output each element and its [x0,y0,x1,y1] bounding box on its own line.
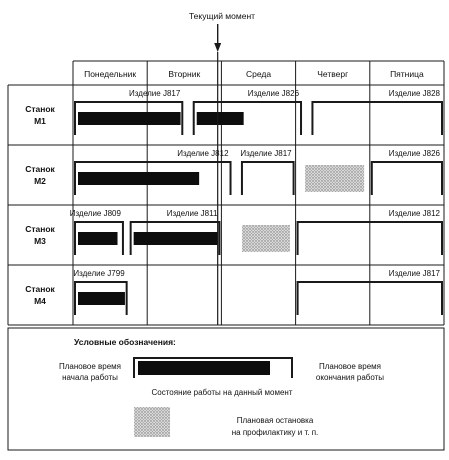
job-label: Изделие J799 [73,269,125,278]
job-label: Изделие J809 [69,209,121,218]
maintenance-block [305,165,364,192]
job-label: Изделие J817 [388,269,440,278]
current-moment-label: Текущий момент [188,11,256,21]
job-label: Изделие J826 [388,149,440,158]
legend-start-label-1: Плановое время [59,362,121,371]
day-header: Среда [245,69,272,79]
job-label: Изделие J812 [388,209,440,218]
job-progress-bar [78,292,125,305]
job-bracket [372,162,442,195]
current-time-marker [214,24,221,325]
machine-label: Станок [25,104,55,114]
machine-id: М3 [34,236,46,246]
machine-label: Станок [25,284,55,294]
legend-start-label-2: начала работы [62,373,118,382]
job-bracket [312,102,442,135]
day-headers [84,69,424,79]
job-progress-bar [134,232,218,245]
job-label: Изделие J826 [247,89,300,98]
legend-progress-bar [138,361,270,375]
day-header: Понедельник [84,69,137,79]
legend-title: Условные обозначения: [74,337,176,347]
machine-label: Станок [25,164,55,174]
day-header: Вторник [168,69,201,79]
maintenance-block [242,225,290,252]
current-time-arrow-head [214,43,221,52]
legend-maintenance-swatch [134,407,170,437]
job-progress-bar [197,112,244,125]
legend-maintenance-label-2: на профилактику и т. п. [231,428,319,437]
legend [8,328,444,450]
legend-progress-label: Состояние работы на данный момент [151,388,293,397]
legend-end-label-1: Плановое время [319,362,381,371]
machine-rows [25,89,442,315]
job-label: Изделие J812 [177,149,229,158]
job-progress-bar [78,172,199,185]
job-progress-bar [78,232,118,245]
machine-id: М4 [34,296,46,306]
day-header: Пятница [390,69,424,79]
schedule-grid [8,61,444,325]
day-header: Четверг [317,69,349,79]
job-label: Изделие J817 [129,89,181,98]
job-label: Изделие J817 [240,149,292,158]
job-progress-bar [78,112,181,125]
legend-maintenance-label-1: Плановая остановка [236,416,314,425]
job-label: Изделие J811 [166,209,218,218]
job-label: Изделие J828 [388,89,440,98]
legend-end-label-2: окончания работы [315,373,385,382]
machine-id: М2 [34,176,46,186]
machine-label: Станок [25,224,55,234]
job-bracket [242,162,294,195]
machine-id: М1 [34,116,46,126]
